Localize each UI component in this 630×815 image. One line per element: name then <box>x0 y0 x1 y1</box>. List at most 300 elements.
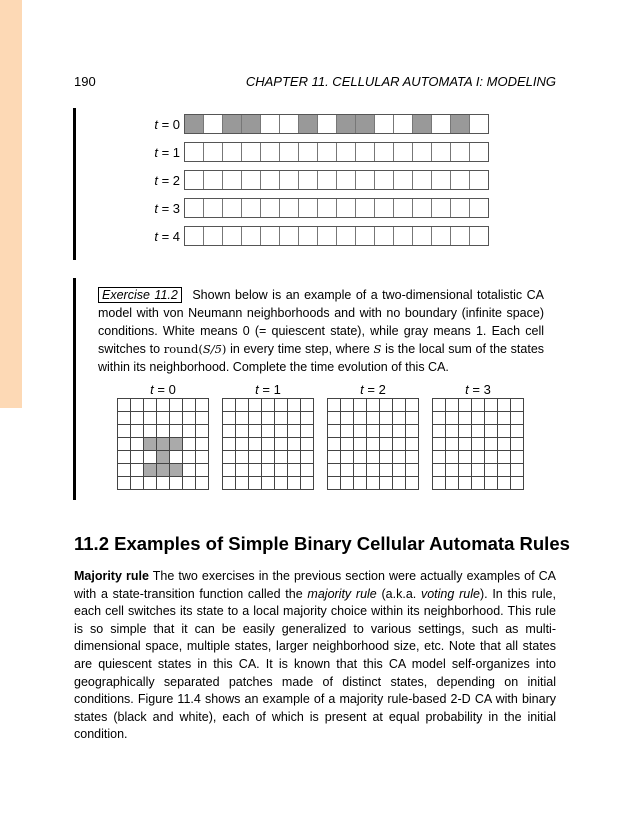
grid-cell-off <box>236 477 249 490</box>
cell-strip <box>184 170 489 190</box>
grid-cell-off <box>223 425 236 438</box>
grid-cell-off <box>472 464 485 477</box>
grid-cell-off <box>223 451 236 464</box>
grid-cell-off <box>144 412 157 425</box>
grid-cell-off <box>288 425 301 438</box>
cell-off <box>451 171 470 189</box>
grid-cell-off <box>511 477 524 490</box>
body-paragraph <box>74 568 556 744</box>
cell-on <box>185 115 204 133</box>
body-part2: (a.k.a. <box>376 586 421 601</box>
body-part3: ). In this rule, each cell switches its state to a local majority choice within its neighborhood. This rule is so simple that it can be easily generalized to various settings, such as multi-dimensional space, multiple states, larger neighborhood size, etc. Note that all states are quiescent states in this CA. It is known that this CA model self-organizes into geographically separated patches made of distinct states, depending on initial conditions. Figure 11.4 shows an example of a majority rule-based 2-D CA with binary states (black and white), each of which is present at equal probability in the initial condition. <box>74 586 556 742</box>
grid-cell-off <box>131 438 144 451</box>
grid-cell-off <box>380 399 393 412</box>
grid-cell-off <box>446 399 459 412</box>
cell-off <box>223 227 242 245</box>
cell-off <box>280 199 299 217</box>
grid-cell-off <box>170 477 183 490</box>
grid-cell-off <box>498 451 511 464</box>
cell-on <box>337 115 356 133</box>
cell-off <box>356 171 375 189</box>
grid-cell-off <box>288 451 301 464</box>
grid-cell-off <box>157 399 170 412</box>
cell-off <box>432 199 451 217</box>
grid-cell-off <box>223 477 236 490</box>
grid-cell-off <box>433 451 446 464</box>
exercise-text-part1: Shown below is an example of a two-dimensional totalistic CA model with von Neumann neighborhoods and with no boundary (infinite space) conditions. White means 0 (= quiescent state), while gray means 1. Each cell switches to <box>98 288 544 356</box>
grid-cell-off <box>118 425 131 438</box>
grid-cell-off <box>406 399 419 412</box>
grid-cell-off <box>183 399 196 412</box>
exercise-bar-1 <box>73 108 76 260</box>
grid-cell-off <box>118 477 131 490</box>
grid-cell-off <box>288 464 301 477</box>
cell-off <box>470 143 488 161</box>
grid-cell-off <box>196 412 209 425</box>
grid-cell-off <box>380 412 393 425</box>
cell-off <box>204 171 223 189</box>
grid-cell-off <box>498 477 511 490</box>
math-s: S <box>373 342 382 356</box>
grid-cell-on <box>144 464 157 477</box>
cell-off <box>223 171 242 189</box>
cell-off <box>413 227 432 245</box>
grid-cell-off <box>262 438 275 451</box>
grid-cell-off <box>236 412 249 425</box>
grid-cell-off <box>498 425 511 438</box>
grid-cell-off <box>341 412 354 425</box>
grid-cell-off <box>328 464 341 477</box>
grid-cell-on <box>157 438 170 451</box>
cell-off <box>451 199 470 217</box>
grid-cell-off <box>341 451 354 464</box>
grid-cell-off <box>433 425 446 438</box>
grid-cell-off <box>262 477 275 490</box>
grid-cell-off <box>196 425 209 438</box>
grid-cell-off <box>223 412 236 425</box>
cell-on <box>223 115 242 133</box>
exercise-label: Exercise 11.2 <box>98 287 182 303</box>
cell-off <box>470 199 488 217</box>
grid-cell-off <box>354 477 367 490</box>
grid-time-label: t = 1 <box>255 382 281 397</box>
grid-cell-off <box>393 425 406 438</box>
cell-off <box>261 143 280 161</box>
cell-strip <box>184 142 489 162</box>
cell-off <box>242 199 261 217</box>
grid-cell-off <box>354 464 367 477</box>
grid-cell-off <box>511 451 524 464</box>
grid-cell-off <box>459 399 472 412</box>
math-close: ) <box>221 342 227 356</box>
grid-cell-off <box>433 477 446 490</box>
grid-cell-off <box>144 399 157 412</box>
cell-off <box>280 115 299 133</box>
exercise-bar-2 <box>73 278 76 500</box>
grid-cell-off <box>459 477 472 490</box>
cell-off <box>299 143 318 161</box>
cell-off <box>375 199 394 217</box>
cell-off <box>432 171 451 189</box>
grid-cell-off <box>393 438 406 451</box>
cell-off <box>185 171 204 189</box>
grid-cell-off <box>393 464 406 477</box>
ca-2d-grid <box>222 398 314 490</box>
grid-cell-off <box>393 477 406 490</box>
cell-on <box>356 115 375 133</box>
grid-cell-off <box>223 438 236 451</box>
cell-off <box>394 199 413 217</box>
cell-off <box>375 227 394 245</box>
cell-off <box>318 115 337 133</box>
ca-2d-grid <box>432 398 524 490</box>
cell-off <box>261 115 280 133</box>
grid-cell-off <box>170 412 183 425</box>
cell-off <box>394 227 413 245</box>
cell-off <box>432 143 451 161</box>
grid-cell-off <box>183 477 196 490</box>
grid-cell-off <box>380 464 393 477</box>
grid-cell-off <box>196 399 209 412</box>
grid-cell-off <box>301 477 314 490</box>
grid-cell-off <box>341 438 354 451</box>
grid-cell-off <box>446 464 459 477</box>
cell-off <box>337 171 356 189</box>
ca-2d-grid <box>327 398 419 490</box>
grid-cell-off <box>131 412 144 425</box>
grid-cell-off <box>459 438 472 451</box>
cell-off <box>204 115 223 133</box>
grid-cell-on <box>170 464 183 477</box>
cell-off <box>242 171 261 189</box>
grid-cell-off <box>157 412 170 425</box>
grid-cell-off <box>472 438 485 451</box>
grid-cell-off <box>328 438 341 451</box>
grid-cell-off <box>459 412 472 425</box>
grid-cell-off <box>157 477 170 490</box>
grid-cell-off <box>446 412 459 425</box>
cell-off <box>356 199 375 217</box>
grid-time-label: t = 2 <box>360 382 386 397</box>
cell-off <box>432 227 451 245</box>
cell-off <box>261 227 280 245</box>
grid-cell-off <box>183 438 196 451</box>
cell-off <box>318 199 337 217</box>
grid-cell-off <box>406 477 419 490</box>
grid-cell-off <box>236 399 249 412</box>
grid-cell-off <box>472 412 485 425</box>
cell-off <box>204 199 223 217</box>
grid-cell-off <box>301 451 314 464</box>
grid-cell-off <box>144 477 157 490</box>
grid-cell-off <box>328 451 341 464</box>
grid-cell-off <box>367 451 380 464</box>
grid-cell-off <box>131 477 144 490</box>
grid-cell-off <box>275 399 288 412</box>
grid-cell-off <box>236 464 249 477</box>
cell-off <box>375 115 394 133</box>
grid-cell-off <box>249 451 262 464</box>
grid-cell-off <box>393 412 406 425</box>
ca-2d-grid <box>117 398 209 490</box>
cell-off <box>204 227 223 245</box>
cell-off <box>375 143 394 161</box>
cell-off <box>394 171 413 189</box>
cell-off <box>356 143 375 161</box>
grid-cell-off <box>446 477 459 490</box>
grid-cell-off <box>446 451 459 464</box>
grid-cell-off <box>196 451 209 464</box>
grid-cell-off <box>301 425 314 438</box>
grid-cell-off <box>118 451 131 464</box>
exercise-text <box>98 286 544 376</box>
grid-cell-off <box>354 399 367 412</box>
ca-1d-row <box>138 226 489 246</box>
ca-1d-row <box>138 142 489 162</box>
cell-on <box>451 115 470 133</box>
cell-off <box>451 143 470 161</box>
grid-cell-off <box>393 399 406 412</box>
grid-cell-off <box>196 464 209 477</box>
grid-cell-off <box>354 425 367 438</box>
cell-off <box>413 171 432 189</box>
cell-off <box>261 199 280 217</box>
cell-off <box>185 227 204 245</box>
cell-off <box>280 143 299 161</box>
math-round: round( <box>163 342 203 356</box>
cell-on <box>299 115 318 133</box>
grid-cell-off <box>354 412 367 425</box>
time-label: t = 3 <box>154 200 180 216</box>
grid-cell-off <box>301 464 314 477</box>
grid-cell-off <box>433 399 446 412</box>
grid-cell-off <box>288 438 301 451</box>
grid-time-label: t = 3 <box>465 382 491 397</box>
grid-cell-off <box>367 477 380 490</box>
cell-strip <box>184 198 489 218</box>
grid-cell-off <box>131 464 144 477</box>
grid-cell-off <box>354 438 367 451</box>
grid-cell-off <box>406 412 419 425</box>
grid-cell-off <box>354 451 367 464</box>
cell-off <box>242 227 261 245</box>
cell-on <box>413 115 432 133</box>
cell-off <box>337 199 356 217</box>
ca-1d-row <box>138 198 489 218</box>
grid-cell-off <box>249 412 262 425</box>
grid-cell-off <box>406 438 419 451</box>
grid-cell-off <box>288 477 301 490</box>
cell-off <box>204 143 223 161</box>
grid-cell-off <box>249 425 262 438</box>
grid-cell-off <box>328 477 341 490</box>
grid-cell-off <box>328 399 341 412</box>
cell-off <box>470 171 488 189</box>
body-part1: The two exercises in the previous section were actually examples of CA with a state-transition function called the <box>74 569 556 601</box>
cell-off <box>185 199 204 217</box>
grid-cell-off <box>288 399 301 412</box>
grid-cell-off <box>341 464 354 477</box>
grid-cell-off <box>328 425 341 438</box>
grid-cell-off <box>301 399 314 412</box>
grid-cell-off <box>459 451 472 464</box>
grid-cell-off <box>288 412 301 425</box>
page-number: 190 <box>74 74 96 89</box>
grid-cell-off <box>131 451 144 464</box>
grid-cell-off <box>511 438 524 451</box>
grid-cell-off <box>249 399 262 412</box>
grid-cell-off <box>485 438 498 451</box>
grid-cell-off <box>144 451 157 464</box>
grid-cell-off <box>183 464 196 477</box>
cell-off <box>432 115 451 133</box>
grid-cell-off <box>341 477 354 490</box>
grid-cell-off <box>275 464 288 477</box>
grid-cell-off <box>367 412 380 425</box>
grid-cell-off <box>275 451 288 464</box>
grid-cell-off <box>446 438 459 451</box>
grid-cell-off <box>170 425 183 438</box>
grid-cell-off <box>170 451 183 464</box>
grid-cell-off <box>498 412 511 425</box>
grid-cell-off <box>301 438 314 451</box>
grid-cell-off <box>249 438 262 451</box>
grid-cell-off <box>236 425 249 438</box>
ca-1d-row <box>138 170 489 190</box>
cell-off <box>413 143 432 161</box>
grid-cell-off <box>433 438 446 451</box>
paragraph-lead: Majority rule <box>74 569 149 583</box>
grid-cell-off <box>118 399 131 412</box>
grid-cell-off <box>170 399 183 412</box>
grid-cell-off <box>485 477 498 490</box>
grid-cell-off <box>472 425 485 438</box>
cell-off <box>337 227 356 245</box>
cell-off <box>356 227 375 245</box>
grid-cell-on <box>157 451 170 464</box>
grid-cell-off <box>196 477 209 490</box>
math-s-over-5: S/5 <box>202 342 222 356</box>
cell-off <box>337 143 356 161</box>
grid-cell-off <box>511 425 524 438</box>
grid-cell-off <box>275 477 288 490</box>
grid-cell-off <box>393 451 406 464</box>
cell-off <box>223 143 242 161</box>
cell-off <box>375 171 394 189</box>
grid-cell-off <box>380 451 393 464</box>
grid-cell-off <box>183 412 196 425</box>
chapter-header: CHAPTER 11. CELLULAR AUTOMATA I: MODELING <box>245 74 556 89</box>
grid-cell-off <box>367 399 380 412</box>
grid-cell-off <box>511 412 524 425</box>
exercise-text-part2: in every time step, where <box>230 342 374 356</box>
grid-cell-off <box>380 425 393 438</box>
time-label: t = 1 <box>154 144 180 160</box>
grid-cell-off <box>472 451 485 464</box>
grid-cell-on <box>157 464 170 477</box>
grid-cell-off <box>485 399 498 412</box>
term-voting-rule: voting rule <box>420 586 480 601</box>
grid-cell-off <box>196 438 209 451</box>
cell-off <box>280 227 299 245</box>
cell-on <box>242 115 261 133</box>
grid-cell-off <box>459 425 472 438</box>
term-majority-rule: majority rule <box>307 586 377 601</box>
grid-cell-off <box>301 412 314 425</box>
margin-strip <box>0 0 22 408</box>
grid-cell-off <box>367 425 380 438</box>
grid-cell-off <box>433 412 446 425</box>
grid-cell-off <box>131 425 144 438</box>
cell-off <box>318 227 337 245</box>
cell-off <box>261 171 280 189</box>
cell-off <box>299 227 318 245</box>
grid-cell-off <box>406 451 419 464</box>
grid-cell-off <box>485 464 498 477</box>
ca-1d-row <box>138 114 489 134</box>
grid-cell-off <box>157 425 170 438</box>
cell-off <box>413 199 432 217</box>
grid-cell-off <box>328 412 341 425</box>
grid-cell-off <box>183 425 196 438</box>
grid-cell-off <box>275 412 288 425</box>
grid-cell-off <box>223 464 236 477</box>
cell-off <box>280 171 299 189</box>
grid-cell-off <box>183 451 196 464</box>
grid-time-label: t = 0 <box>150 382 176 397</box>
cell-off <box>299 199 318 217</box>
grid-cell-off <box>511 464 524 477</box>
grid-cell-off <box>262 451 275 464</box>
grid-cell-off <box>118 464 131 477</box>
grid-cell-off <box>498 438 511 451</box>
cell-off <box>318 171 337 189</box>
grid-cell-off <box>498 399 511 412</box>
grid-cell-off <box>459 464 472 477</box>
grid-cell-off <box>406 425 419 438</box>
grid-cell-off <box>275 425 288 438</box>
grid-cell-off <box>485 451 498 464</box>
grid-cell-off <box>144 425 157 438</box>
grid-cell-on <box>170 438 183 451</box>
cell-off <box>185 143 204 161</box>
cell-strip <box>184 114 489 134</box>
grid-cell-off <box>236 438 249 451</box>
section-title: 11.2 Examples of Simple Binary Cellular Automata Rules <box>74 533 570 554</box>
cell-off <box>394 143 413 161</box>
grid-cell-off <box>236 451 249 464</box>
grid-cell-off <box>511 399 524 412</box>
grid-cell-off <box>118 438 131 451</box>
cell-off <box>318 143 337 161</box>
cell-off <box>394 115 413 133</box>
grid-cell-off <box>498 464 511 477</box>
cell-off <box>470 115 488 133</box>
grid-cell-off <box>367 438 380 451</box>
cell-off <box>299 171 318 189</box>
grid-cell-off <box>262 412 275 425</box>
cell-off <box>223 199 242 217</box>
grid-cell-off <box>275 438 288 451</box>
grid-cell-off <box>367 464 380 477</box>
cell-off <box>451 227 470 245</box>
grid-cell-off <box>472 399 485 412</box>
grid-cell-off <box>223 399 236 412</box>
exercise-text-part3: is the local sum of the states within its neighborhood. Complete the time evolution of this CA. <box>98 342 545 374</box>
grid-cell-off <box>341 425 354 438</box>
grid-cell-off <box>249 464 262 477</box>
grid-cell-off <box>118 412 131 425</box>
